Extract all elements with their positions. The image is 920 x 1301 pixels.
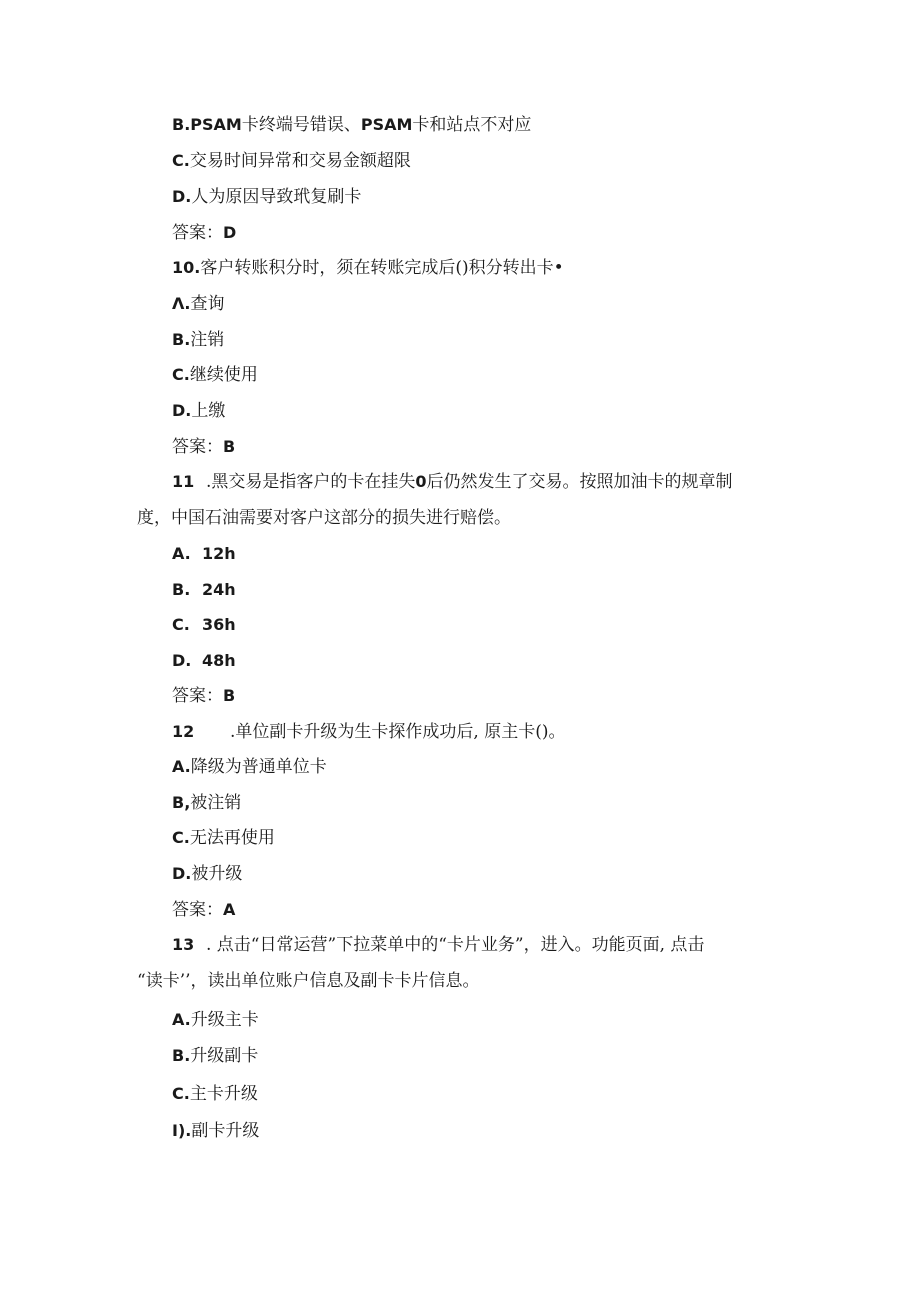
q13-stem-continued	[137, 969, 480, 993]
question-text: .黑交易是指客户的卡在挂失	[206, 472, 416, 492]
option-letter: C.	[172, 151, 190, 170]
option-letter: D.	[172, 187, 192, 206]
q11-option-d	[172, 649, 236, 673]
q12-option-b	[172, 791, 241, 815]
question-text-part: 0	[415, 472, 427, 491]
q11-stem-continued	[137, 506, 511, 530]
q10-option-d	[172, 399, 225, 423]
q10-option-c	[172, 363, 258, 387]
option-text: 继续使用	[189, 365, 258, 385]
q13-option-c	[172, 1082, 258, 1106]
option-letter: B,	[172, 793, 191, 812]
option-text: 上缴	[191, 401, 226, 421]
question-number: 12	[172, 722, 195, 741]
option-text: 被升级	[191, 864, 243, 884]
q11-option-a	[172, 542, 236, 566]
question-text: 客户转账积分时，须在转账完成后()积分转出卡•	[200, 258, 564, 278]
question-number: 11	[172, 472, 195, 491]
option-text-part: PSAM	[190, 115, 242, 134]
option-letter: Λ.	[172, 294, 191, 313]
q11-option-b	[172, 578, 236, 602]
option-letter: B.	[172, 1046, 191, 1065]
option-text: 无法再使用	[189, 828, 275, 848]
q12-option-d	[172, 862, 242, 886]
option-letter: A.	[172, 757, 191, 776]
answer-value: B	[223, 437, 236, 456]
answer-value: D	[223, 223, 237, 242]
option-text: 注销	[190, 330, 225, 350]
q9-answer	[172, 221, 236, 245]
option-text: 被注销	[190, 793, 242, 813]
q12-option-a	[172, 755, 327, 779]
q11-answer	[172, 684, 235, 708]
question-text: .单位副卡升级为生卡探作成功后, 原主卡()。	[230, 722, 566, 742]
option-letter: C.	[172, 615, 190, 634]
option-letter: A.	[172, 544, 191, 563]
option-text: 12h	[202, 544, 236, 563]
option-text: 升级副卡	[190, 1046, 259, 1066]
q13-stem	[172, 933, 704, 957]
option-text: 48h	[202, 651, 236, 670]
answer-value: B	[223, 686, 236, 705]
answer-label: 答案：	[172, 223, 223, 243]
q12-stem	[172, 720, 565, 744]
option-text: 人为原因导致玳复刷卡	[191, 187, 362, 207]
option-text: 升级主卡	[190, 1010, 259, 1030]
question-number: 13	[172, 935, 195, 954]
question-text: . 点击“日常运营”下拉菜单中的“卡片业务”，进入。功能页面, 点击	[206, 935, 705, 955]
question-text-continued: 度，中国石油需要对客户这部分的损失进行赔偿。	[137, 508, 511, 528]
option-text-part: 卡和站点不对应	[412, 115, 532, 135]
answer-label: 答案：	[172, 900, 223, 920]
option-letter: C.	[172, 365, 190, 384]
option-letter: C.	[172, 1084, 190, 1103]
option-letter: B.	[172, 330, 191, 349]
q13-option-d	[172, 1119, 259, 1143]
question-text-continued: “读卡’’，读出单位账户信息及副卡卡片信息。	[137, 971, 480, 991]
q10-stem	[172, 256, 564, 280]
answer-label: 答案：	[172, 437, 223, 457]
q12-answer	[172, 898, 235, 922]
option-letter: A.	[172, 1010, 191, 1029]
option-text: 36h	[202, 615, 236, 634]
question-text-part: 后仍然发生了交易。按照加油卡的规章制	[426, 472, 733, 492]
option-text-part: PSAM	[360, 115, 413, 134]
option-letter: B.	[172, 115, 191, 134]
option-letter: D.	[172, 864, 192, 883]
option-text: 副卡升级	[191, 1121, 260, 1141]
option-letter: B.	[172, 580, 191, 599]
q13-option-b	[172, 1044, 258, 1068]
q12-option-c	[172, 826, 275, 850]
option-text: 交易时间异常和交易金额超限	[189, 151, 411, 171]
answer-label: 答案：	[172, 686, 223, 706]
question-number: 10.	[172, 258, 201, 277]
answer-value: A	[223, 900, 236, 919]
q13-option-a	[172, 1008, 259, 1032]
q10-answer	[172, 435, 235, 459]
q10-option-b	[172, 328, 224, 352]
option-text-part: 卡终端号错误、	[241, 115, 361, 135]
option-text: 查询	[190, 294, 225, 314]
q11-stem	[172, 470, 733, 494]
option-text: 降级为普通单位卡	[190, 757, 327, 777]
q9-option-b	[172, 113, 531, 137]
option-text: 主卡升级	[189, 1084, 258, 1104]
q9-option-d	[172, 185, 361, 209]
q10-option-a	[172, 292, 224, 316]
option-letter: I).	[172, 1121, 192, 1140]
q11-option-c	[172, 613, 236, 637]
option-letter: C.	[172, 828, 190, 847]
q9-option-c	[172, 149, 411, 173]
option-letter: D.	[172, 651, 192, 670]
option-text: 24h	[202, 580, 236, 599]
option-letter: D.	[172, 401, 192, 420]
